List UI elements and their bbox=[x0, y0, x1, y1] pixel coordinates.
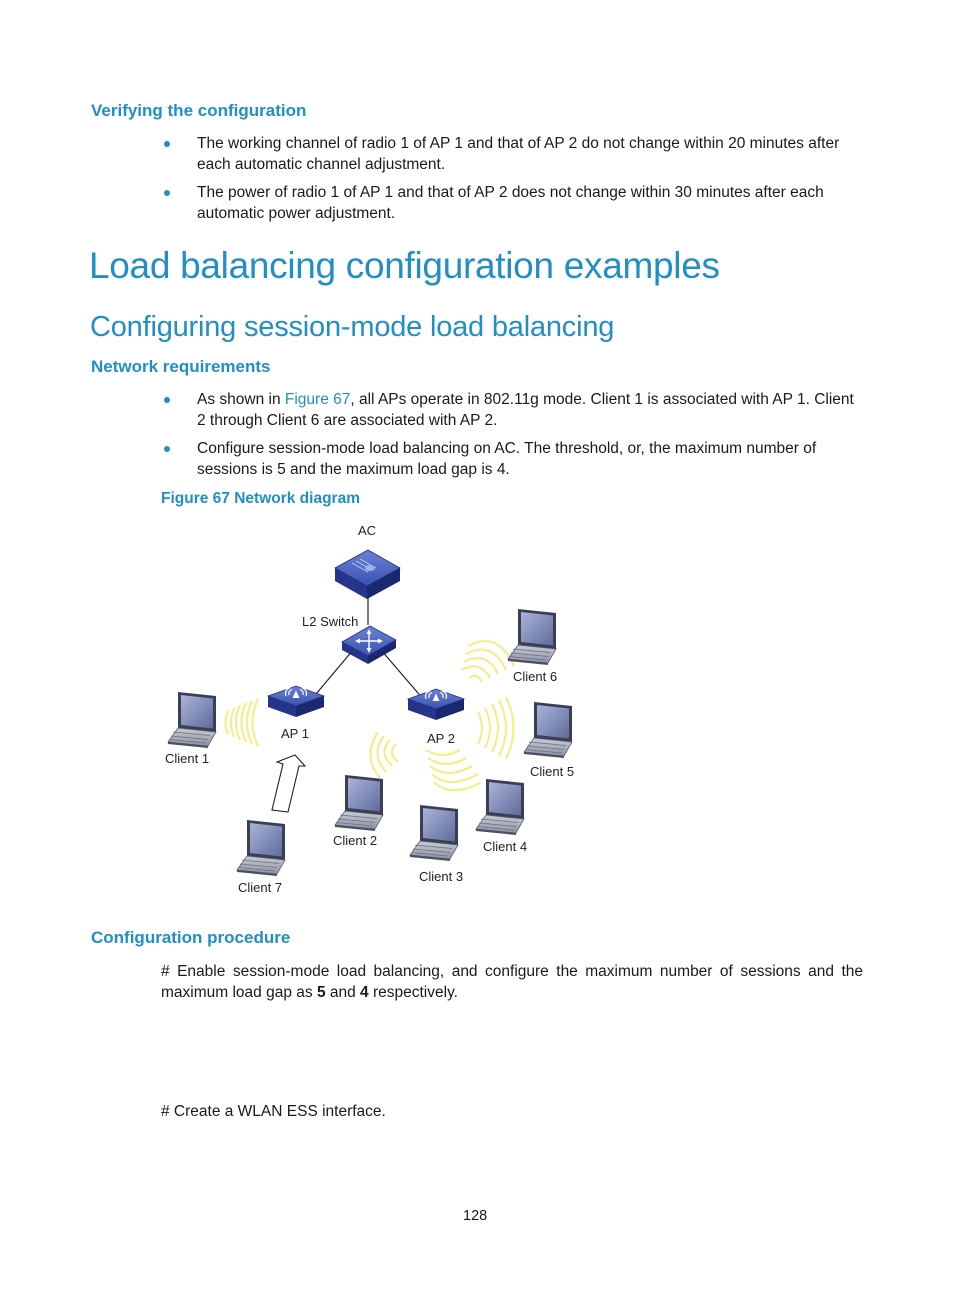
requirements-bullet-1-post: , all APs operate in 802.11g mode. Client 1 is associated with AP 1. Client 2 through Client 6 are associated with AP 2. bbox=[197, 391, 854, 429]
client3-laptop-icon bbox=[410, 805, 458, 861]
client1-laptop-icon bbox=[168, 692, 216, 748]
label-l2-switch: L2 Switch bbox=[302, 614, 359, 629]
config-step-1-mid: and bbox=[325, 984, 361, 1001]
label-client5: Client 5 bbox=[530, 764, 575, 779]
label-client1: Client 1 bbox=[165, 751, 210, 766]
ap2-icon bbox=[408, 689, 464, 720]
label-client7: Client 7 bbox=[238, 880, 283, 895]
client7-laptop-icon bbox=[237, 820, 285, 876]
client5-laptop-icon bbox=[524, 702, 572, 758]
requirements-bullet-2: Configure session-mode load balancing on AC. The threshold, or, the maximum number of sessions is 5 and the maximum load gap is 4. bbox=[197, 440, 817, 478]
label-client4: Client 4 bbox=[483, 839, 528, 854]
section-heading-verify: Verifying the configuration bbox=[91, 101, 307, 120]
section-heading-network-requirements: Network requirements bbox=[91, 357, 271, 376]
label-client3: Client 3 bbox=[419, 869, 464, 884]
figure-caption: Figure 67 Network diagram bbox=[161, 490, 360, 507]
label-client6: Client 6 bbox=[513, 669, 558, 684]
config-step-2: # Create a WLAN ESS interface. bbox=[161, 1103, 386, 1120]
bullet-marker bbox=[164, 141, 170, 147]
wireless-waves bbox=[226, 641, 515, 790]
requirements-bullet-1-pre: As shown in bbox=[197, 391, 285, 408]
figure-67-link[interactable]: Figure 67 bbox=[284, 391, 351, 408]
config-step-1-value-gap: 4 bbox=[360, 984, 369, 1001]
ap1-wave-icon bbox=[226, 699, 259, 746]
ap2-wave-lower-icon bbox=[426, 750, 480, 790]
label-ap1: AP 1 bbox=[281, 726, 309, 741]
bullet-marker bbox=[164, 397, 170, 403]
page-number: 128 bbox=[463, 1208, 488, 1224]
chapter-title: Load balancing configuration examples bbox=[89, 245, 720, 286]
ap2-wave-right-icon bbox=[478, 697, 514, 759]
requirements-bullet-1 bbox=[197, 389, 865, 431]
ap2-wave-upper-icon bbox=[462, 641, 514, 682]
bullet-marker bbox=[164, 190, 170, 196]
label-ap2: AP 2 bbox=[427, 731, 455, 746]
ac-controller-icon bbox=[335, 550, 400, 599]
verify-bullet-2: The power of radio 1 of AP 1 and that of AP 2 does not change within 30 minutes after each automatic power adjustment. bbox=[197, 184, 824, 222]
bullet-marker bbox=[164, 446, 170, 452]
config-step-1-pre: # Enable session-mode load balancing, and configure the maximum number of sessions and the maximum load gap as bbox=[161, 963, 863, 1001]
network-diagram bbox=[150, 515, 600, 905]
label-ac: AC bbox=[358, 523, 377, 538]
config-step-1-post: respectively. bbox=[368, 984, 458, 1001]
section-title: Configuring session-mode load balancing bbox=[90, 311, 615, 343]
label-client2: Client 2 bbox=[333, 833, 378, 848]
config-step-1-value-sessions: 5 bbox=[316, 984, 326, 1001]
verify-bullet-1: The working channel of radio 1 of AP 1 and that of AP 2 do not change within 20 minutes after each automatic channel adjustment. bbox=[197, 135, 840, 173]
client2-laptop-icon bbox=[335, 775, 383, 831]
client6-laptop-icon bbox=[508, 609, 556, 665]
ap1-icon bbox=[268, 686, 324, 717]
ap2-wave-lowerleft-icon bbox=[370, 732, 398, 778]
client4-laptop-icon bbox=[476, 779, 524, 835]
config-step-1 bbox=[161, 961, 863, 1003]
roaming-arrow-icon bbox=[272, 755, 305, 812]
section-heading-config-procedure: Configuration procedure bbox=[91, 928, 291, 947]
